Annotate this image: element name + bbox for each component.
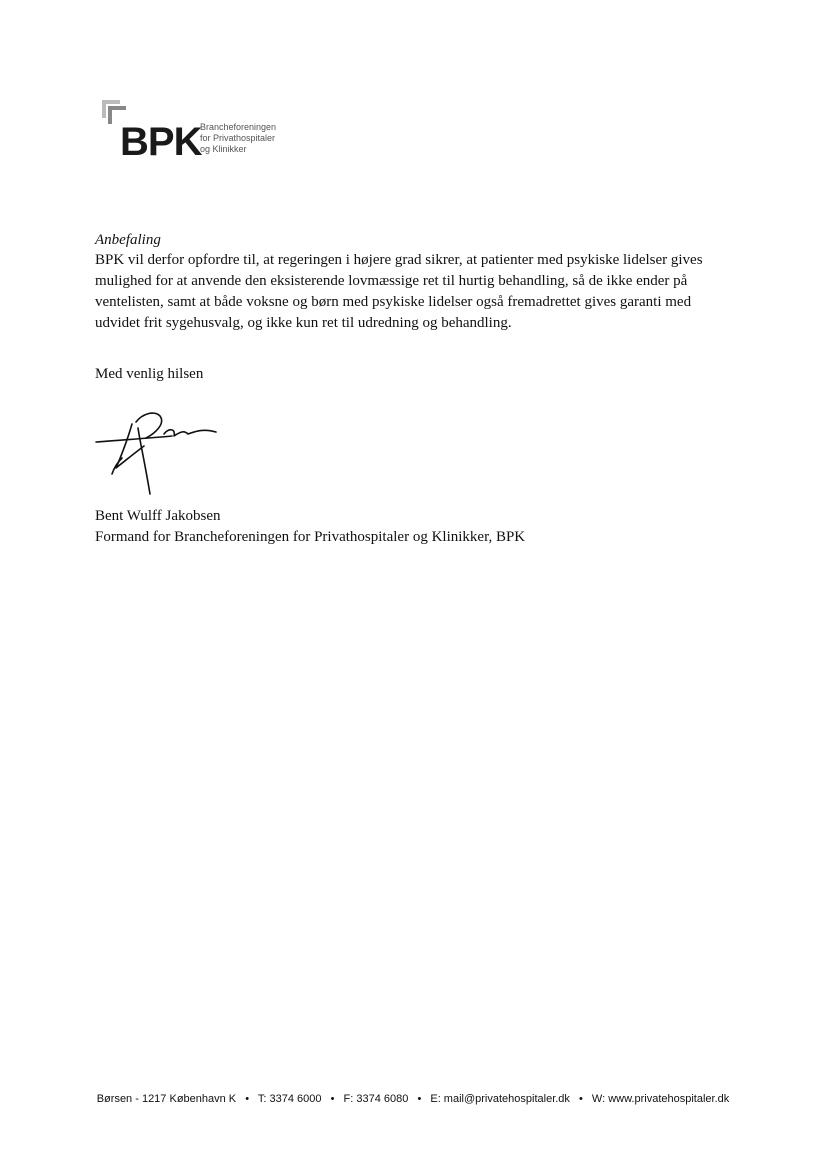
footer-separator: • bbox=[245, 1093, 250, 1105]
footer-web: W: www.privatehospitaler.dk bbox=[591, 1093, 730, 1105]
signer-block bbox=[95, 506, 525, 548]
letter-footer bbox=[0, 1093, 826, 1105]
recommendation-paragraph: BPK vil derfor opfordre til, at regeringen i højere grad sikrer, at patienter med psykiske lidelser gives mulighed for at anvende den eksisterende lovmæssige ret til hurtig behandling, så de ikke ender på ventelisten, samt at både voksne og børn med psykiske lidelser også fremadrettet gives garanti med udvidet frit sygehusvalg, og ikke kun ret til udredning og behandling. bbox=[95, 252, 703, 331]
closing-greeting: Med venlig hilsen bbox=[95, 366, 204, 382]
footer-separator: • bbox=[330, 1093, 335, 1105]
footer-separator: • bbox=[417, 1093, 422, 1105]
logo-subtitle-line: og Klinikker bbox=[200, 144, 247, 154]
footer-separator: • bbox=[578, 1093, 583, 1105]
footer-address: Børsen - 1217 København K bbox=[96, 1093, 237, 1105]
footer-fax: F: 3374 6080 bbox=[343, 1093, 409, 1105]
signer-name: Bent Wulff Jakobsen bbox=[95, 508, 221, 524]
logo-subtitle-line: for Privathospitaler bbox=[200, 133, 276, 143]
logo-text: BPK bbox=[120, 120, 202, 164]
handwritten-signature bbox=[92, 402, 232, 498]
letter-body bbox=[95, 230, 735, 334]
footer-phone: T: 3374 6000 bbox=[257, 1093, 322, 1105]
footer-email: E: mail@privatehospitaler.dk bbox=[430, 1093, 570, 1105]
signer-title: Formand for Brancheforeningen for Privathospitaler og Klinikker, BPK bbox=[95, 529, 526, 545]
section-heading: Anbefaling bbox=[95, 232, 161, 248]
logo-subtitle-line: Brancheforeningen bbox=[200, 122, 277, 132]
logo-subtitle bbox=[200, 122, 276, 155]
bpk-logo bbox=[100, 98, 300, 168]
